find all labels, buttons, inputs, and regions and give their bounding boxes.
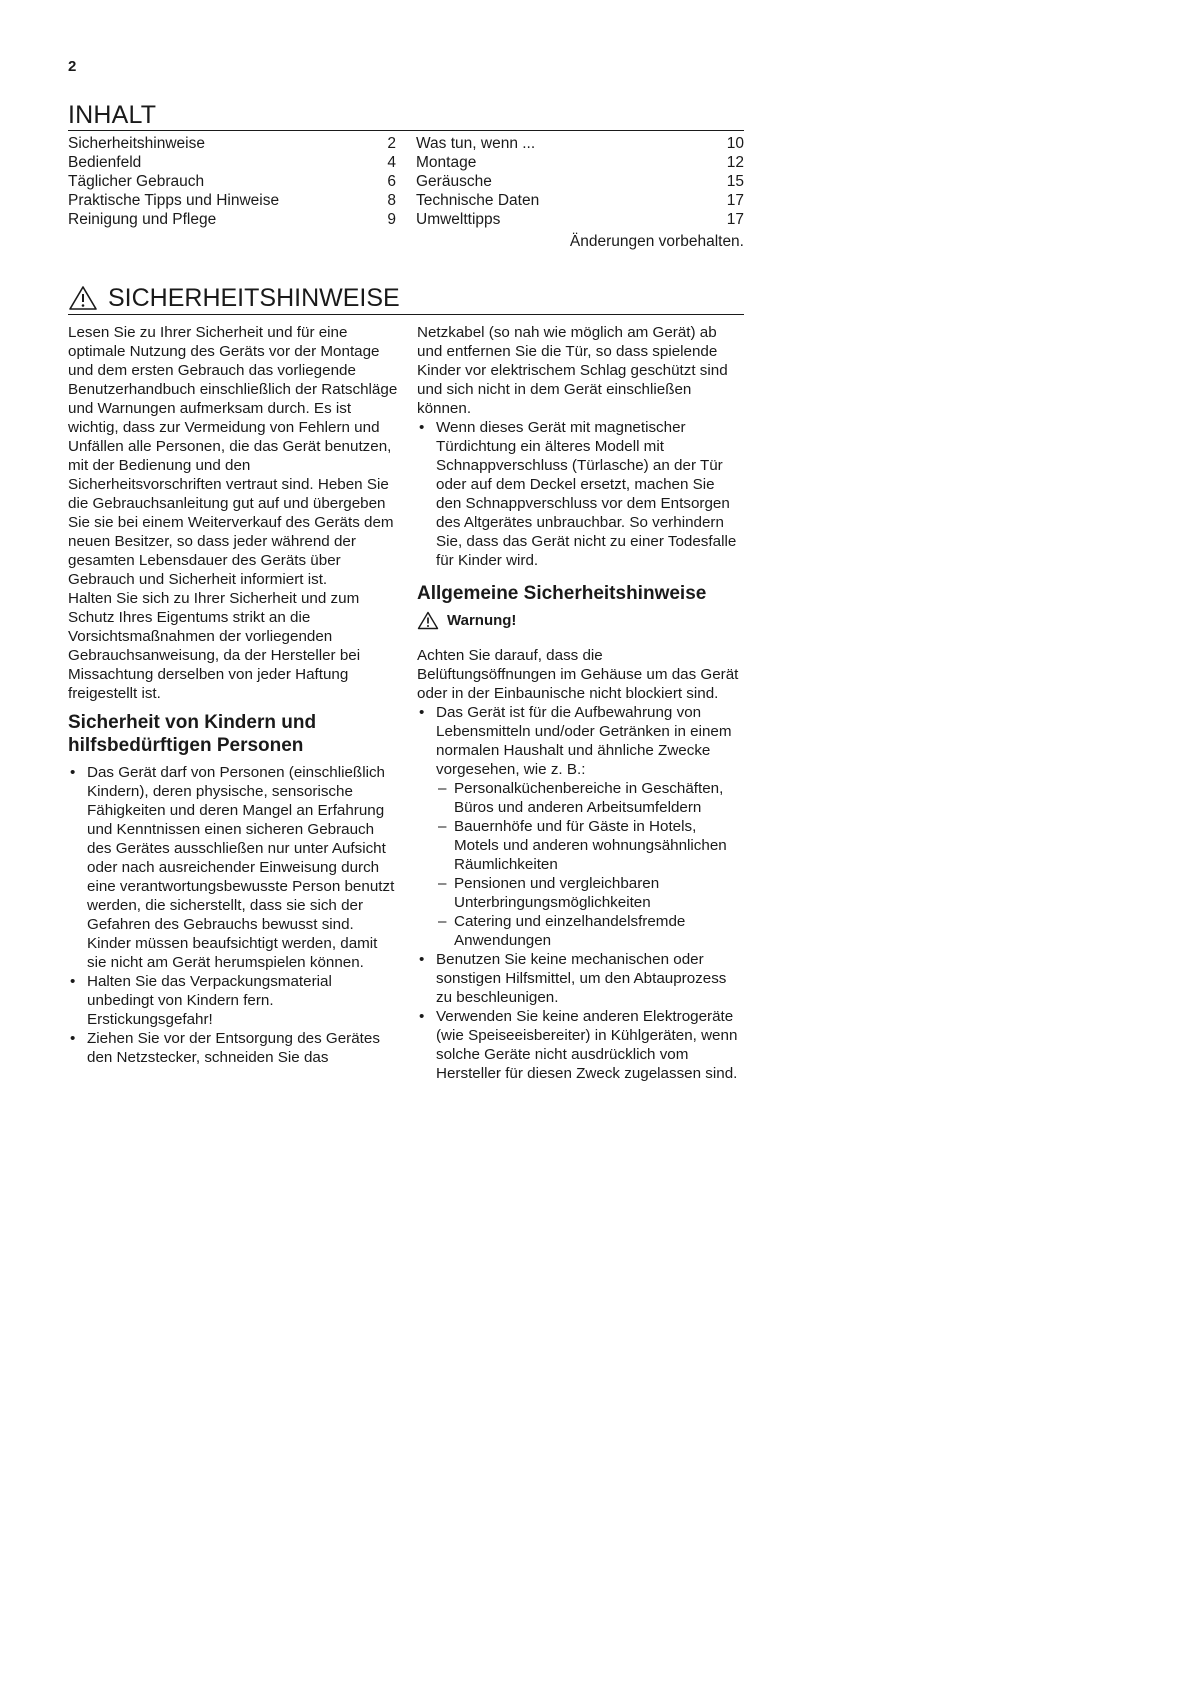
toc-entry [416, 153, 744, 172]
toc-entry [416, 191, 744, 210]
list-item-text: Kinder müssen beaufsichtigt werden, damit sie nicht am Gerät herumspielen können. [87, 935, 378, 971]
general-safety-heading: Allgemeine Sicherheitshinweise [417, 583, 707, 604]
toc-rule [68, 130, 744, 131]
toc-entry-page: 17 [726, 192, 744, 209]
left-column [68, 323, 400, 1067]
general-safety-list [417, 703, 744, 1083]
safety-heading-text: SICHERHEITSHINWEISE [108, 284, 400, 312]
warning-triangle-icon [417, 611, 439, 630]
sublist-item: – Catering und einzelhandelsfremde Anwendungen [436, 912, 744, 950]
list-item: • Halten Sie das Verpackungsmaterial unbedingt von Kindern fern. Erstickungsgefahr! [68, 972, 400, 1029]
children-safety-heading: Sicherheit von Kindern und hilfsbedürftigen Personen [68, 712, 317, 756]
toc-grid [68, 134, 744, 229]
toc-entry-label: Reinigung und Pflege [68, 211, 217, 228]
toc-left-column [68, 134, 396, 229]
list-item [68, 763, 400, 972]
intro-paragraph: Lesen Sie zu Ihrer Sicherheit und für eine optimale Nutzung des Geräts vor der Montage und dem ersten Gebrauch das vorliegende Benutzerhandbuch einschließlich der Ratschläge und Warnungen aufmerksam durch. Es ist wichtig, dass zur Vermeidung von Fehlern und Unfällen alle Personen, die das Gerät benutzen, mit der Bedienung und den Sicherheitsvorschriften vertraut sind. Heben Sie die Gebrauchsanleitung gut auf und übergeben Sie sie bei einem Weiterverkauf des Geräts dem neuen Besitzer, so dass jeder während der gesamten Lebensdauer des Geräts über Gebrauch und Sicherheit informiert ist. [68, 324, 398, 588]
continued-paragraph: Netzkabel (so nah wie möglich am Gerät) ab und entfernen Sie die Tür, so dass spielende Kinder vor elektrischem Schlag geschützt sind und sich nicht in dem Gerät einschließen können. [417, 324, 728, 417]
warning-triangle-icon [68, 285, 98, 311]
toc-entry-page: 8 [387, 192, 396, 209]
sublist-item: – Bauernhöfe und für Gäste in Hotels, Motels und anderen wohnungsähnlichen Räumlichkeiten [436, 817, 744, 874]
toc-entry [416, 172, 744, 191]
right-column [417, 323, 744, 1083]
list-item: • Verwenden Sie keine anderen Elektrogeräte (wie Speiseeisbereiter) in Kühlgeräten, wenn solche Geräte nicht ausdrücklich vom Hersteller für diesen Zweck zugelassen sind. [417, 1007, 744, 1083]
page-number: 2 [68, 58, 77, 75]
changes-reserved-note: Änderungen vorbehalten. [569, 233, 744, 250]
list-item [417, 703, 744, 950]
toc-entry-page: 15 [726, 173, 744, 190]
toc-entry [68, 172, 396, 191]
toc-entry-label: Technische Daten [416, 192, 540, 209]
sublist-item: – Personalküchenbereiche in Geschäften, Büros und anderen Arbeitsumfeldern [436, 779, 744, 817]
safety-heading [68, 282, 744, 314]
children-safety-list [68, 763, 400, 1067]
toc-heading: INHALT [68, 101, 157, 129]
toc-entry-page: 2 [387, 135, 396, 152]
intro-paragraph-2: Halten Sie sich zu Ihrer Sicherheit und zum Schutz Ihres Eigentums strikt an die Vorsichtsmaßnahmen der vorliegenden Gebrauchsanweisung, da der Hersteller bei Missachtung derselben von jeder Haftung freigestellt ist. [68, 590, 361, 702]
warning-paragraph: Achten Sie darauf, dass die Belüftungsöffnungen im Gehäuse um das Gerät oder in der Einbaunische nicht blockiert sind. [417, 647, 739, 702]
toc-entry-page: 12 [726, 154, 744, 171]
list-item-text: Das Gerät darf von Personen (einschließlich Kindern), deren physische, sensorische Fähigkeiten und deren Mangel an Erfahrung und Kenntnissen einen sicheren Gebrauch des Gerätes ausschließen nur unter Aufsicht oder nach ausreichender Einweisung durch eine verantwortungsbewusste Person benutzt werden, die sicherstellt, dass sie sich der Gefahren des Gebrauchs bewusst sind. [87, 764, 395, 933]
toc-right-column [416, 134, 744, 229]
sublist-item: – Pensionen und vergleichbaren Unterbringungsmöglichkeiten [436, 874, 744, 912]
toc-entry [416, 210, 744, 229]
toc-entry-label: Umwelttipps [416, 211, 501, 228]
toc-entry-label: Täglicher Gebrauch [68, 173, 205, 190]
toc-entry-label: Geräusche [416, 173, 492, 190]
toc-entry [68, 134, 396, 153]
magnetic-door-list [417, 418, 744, 570]
toc-entry-page: 6 [387, 173, 396, 190]
list-item: • Benutzen Sie keine mechanischen oder sonstigen Hilfsmittel, um den Abtauprozess zu beschleunigen. [417, 950, 744, 1007]
toc-entry [416, 134, 744, 153]
toc-entry-page: 4 [387, 154, 396, 171]
toc-entry [68, 153, 396, 172]
toc-entry-page: 9 [387, 211, 396, 228]
list-item-text: Das Gerät ist für die Aufbewahrung von Lebensmitteln und/oder Getränken in einem normalen Haushalt und ähnliche Zwecke vorgesehen, wie z. B.: [436, 704, 732, 778]
warning-label-text: Warnung! [447, 612, 517, 629]
toc-entry-page: 17 [726, 211, 744, 228]
toc-entry-page: 10 [726, 135, 744, 152]
toc-entry-label: Praktische Tipps und Hinweise [68, 192, 280, 209]
table-of-contents [68, 100, 744, 251]
toc-entry [68, 191, 396, 210]
list-item: • Ziehen Sie vor der Entsorgung des Gerätes den Netzstecker, schneiden Sie das [68, 1029, 400, 1067]
list-item: • Wenn dieses Gerät mit magnetischer Türdichtung ein älteres Modell mit Schnappverschluss (Türlasche) an der Tür oder auf dem Deckel ersetzt, machen Sie den Schnappverschluss vor dem Entsorgen des Altgerätes unbrauchbar. So verhindern Sie, dass das Gerät nicht zu einer Todesfalle für Kinder wird. [417, 418, 744, 570]
safety-rule [68, 314, 744, 315]
safety-section [68, 282, 744, 315]
toc-entry-label: Sicherheitshinweise [68, 135, 205, 152]
toc-entry-label: Montage [416, 154, 477, 171]
usage-sublist [436, 779, 744, 950]
toc-entry-label: Bedienfeld [68, 154, 142, 171]
toc-entry [68, 210, 396, 229]
warning-label [417, 611, 744, 630]
toc-entry-label: Was tun, wenn ... [416, 135, 536, 152]
